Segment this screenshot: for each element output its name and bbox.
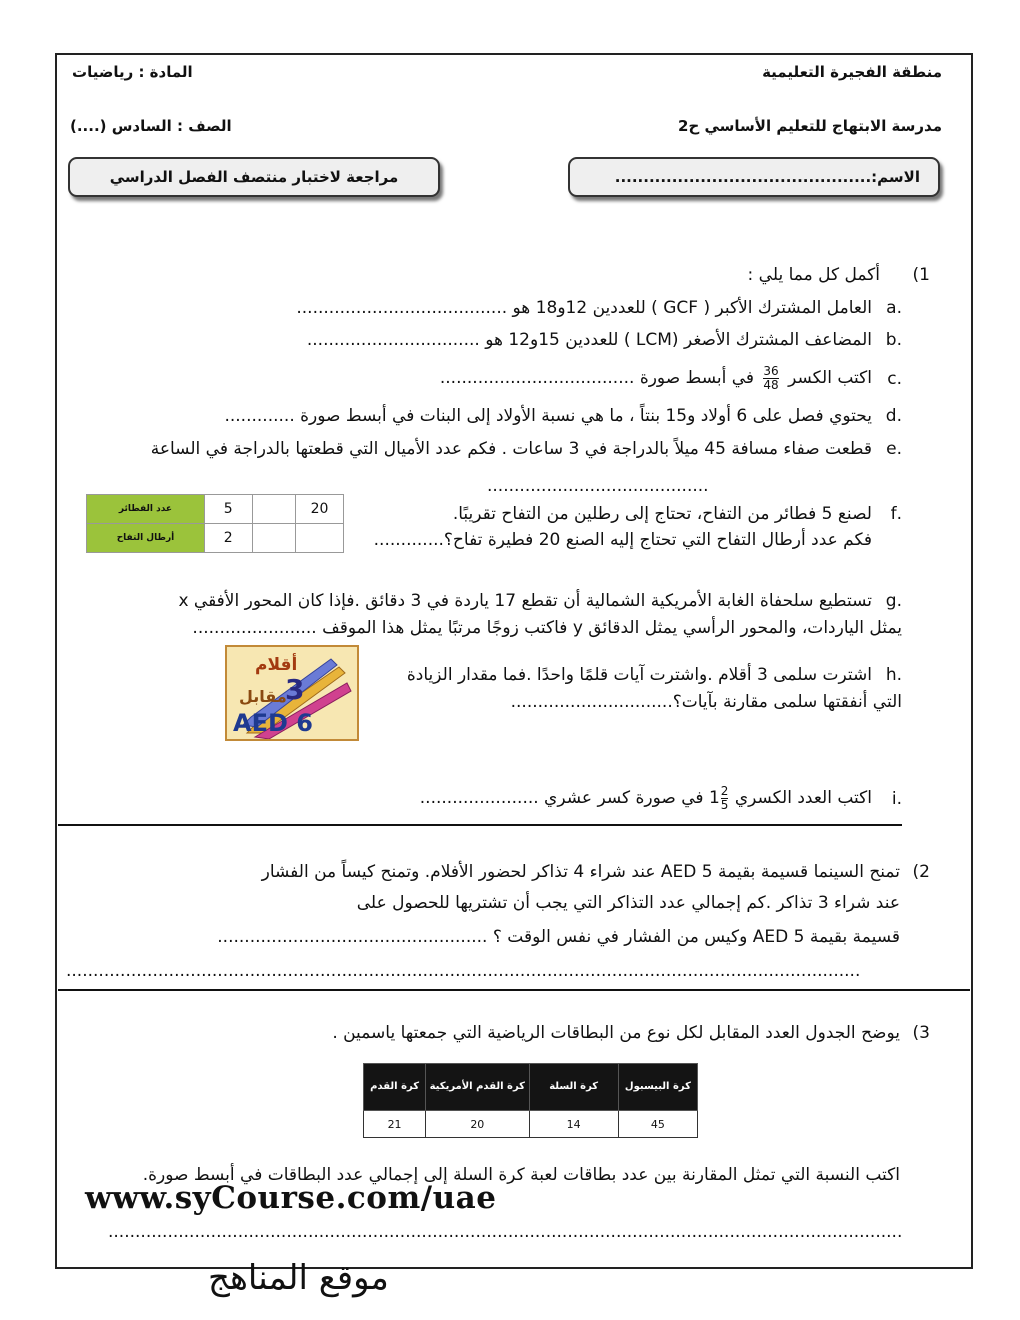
header-basketball: كرة السلة (529, 1064, 618, 1111)
header-american-football: كرة القدم الأمريكية (426, 1064, 529, 1111)
q1i-fraction (721, 785, 729, 812)
q1b-label: .b (885, 330, 902, 350)
q1i-numerator: 2 (720, 783, 729, 798)
header-baseball: كرة البيسبول (618, 1064, 697, 1111)
q1i-label: .i (891, 789, 902, 809)
table-cell: 21 (364, 1111, 426, 1138)
q1c-label: .c (887, 369, 902, 389)
header-football: كرة القدم (364, 1064, 426, 1111)
q2-line3: قسيمة بقيمة AED 5 وكيس من الفشار في نفس الوقت ؟ .................................................. (217, 927, 900, 947)
q1g-label: .g (885, 591, 902, 611)
q1f-line2: فكم عدد أرطال التفاح التي تحتاج إليه الصنع 20 فطيرة تفاح؟............. (373, 530, 872, 550)
table-cell: 20 (426, 1111, 529, 1138)
table-cell: 5 (204, 495, 252, 524)
q1g-line1: تستطيع سلحفاة الغابة الأمريكية الشمالية أن تقطع 17 ياردة في 3 دقائق .فإذا كان المحور الأفقي x (178, 591, 872, 611)
q1h-line1: اشترت سلمى 3 أقلام .واشترت آيات قلمًا واحدًا .فما مقدار الزيادة (406, 665, 872, 685)
q1h-line2: التي أنفقتها سلمى مقارنة بآيات؟.............................. (510, 692, 902, 712)
table-cell (296, 524, 344, 553)
q3-answer-line: ................................................................................................................................................... (108, 1222, 903, 1242)
q1c-fraction (763, 365, 778, 392)
q1i-text (420, 776, 872, 820)
table-row (87, 524, 344, 553)
table-row (364, 1111, 698, 1138)
pies-label-cell: عدد الفطائر (87, 495, 205, 524)
q3-number: 3) (912, 1023, 930, 1043)
promo-price: AED 6 (233, 709, 313, 737)
q1f-line1: لصنع 5 فطائر من التفاح، تحتاج إلى رطلين من التفاح تقريبًا. (452, 504, 872, 524)
table-cell: 14 (529, 1111, 618, 1138)
promo-label: مقابل (239, 687, 287, 706)
name-field[interactable]: الاسم:............................................. (568, 157, 940, 197)
q1e-label: .e (886, 439, 902, 459)
table-header-row (364, 1064, 698, 1111)
q1c-denominator: 48 (763, 377, 779, 392)
grade-label: الصف : السادس (....) (70, 117, 232, 135)
q1c-post: في أبسط صورة .................................... (439, 368, 755, 388)
q1c-pre: اكتب الكسر (788, 368, 872, 388)
q3-intro: يوضح الجدول العدد المقابل لكل نوع من البطاقات الرياضية التي جمعتها ياسمين . (332, 1023, 900, 1043)
review-title: مراجعة لاختبار منتصف الفصل الدراسي (68, 157, 440, 197)
promo-count: 3 (285, 673, 305, 706)
q1i-whole: 1 (708, 788, 720, 808)
school-name: مدرسة الابتهاج للتعليم الأساسي ح2 (678, 117, 942, 135)
q1d-label: .d (885, 406, 902, 426)
q1-number: 1) (912, 265, 930, 285)
table-cell: 20 (296, 495, 344, 524)
cards-table (363, 1063, 698, 1138)
table-row (87, 495, 344, 524)
q1h-label: .h (885, 665, 902, 685)
q3-prompt: اكتب النسبة التي تمثل المقارنة بين عدد بطاقات لعبة كرة السلة إلى إجمالي عدد البطاقات في أبسط صورة. (142, 1165, 900, 1185)
promo-word: أقلام (255, 655, 298, 675)
q2-number: 2) (912, 862, 930, 882)
q2-line1: تمنح السينما قسيمة بقيمة AED 5 عند شراء 4 تذاكر لحضور الأفلام. وتمنح كيساً من الفشار (261, 862, 900, 882)
q1g-line2: يمثل الياردات، والمحور الرأسي يمثل الدقائق y فاكتب زوجًا مرتبًا يمثل هذا الموقف ....................... (192, 618, 902, 638)
table-cell (252, 524, 295, 553)
divider (58, 824, 902, 826)
q1b-text: المضاعف المشترك الأصغر (LCM ) للعددين 15و12 هو ................................ (306, 330, 872, 350)
site-url[interactable]: www.syCourse.com/uae (85, 1180, 497, 1216)
q1c-text (440, 356, 872, 400)
q1d-text: يحتوي فصل على 6 أولاد و15 بنتاً ، ما هي نسبة الأولاد إلى البنات في أبسط صورة ............. (224, 406, 872, 426)
pie-apple-table (86, 494, 344, 553)
q1c-numerator: 36 (763, 363, 779, 378)
table-cell: 45 (618, 1111, 697, 1138)
divider (58, 989, 970, 991)
q1f-label: .f (890, 504, 902, 524)
subject-label: المادة : رياضيات (72, 63, 193, 81)
q1e-text: قطعت صفاء مسافة 45 ميلاً بالدراجة في 3 ساعات . فكم عدد الأميال التي قطعتها بالدراجة في الساعة (150, 439, 872, 459)
q1-intro: أكمل كل مما يلي : (747, 265, 880, 285)
q1a-label: .a (886, 298, 902, 318)
region-name: منطقة الفجيرة التعليمية (762, 63, 942, 81)
q1i-pre: اكتب العدد الكسري (734, 788, 872, 808)
site-name: موقع المناهج (208, 1258, 389, 1298)
q1i-post: في صورة كسر عشري ...................... (419, 788, 704, 808)
table-cell (252, 495, 295, 524)
pencil-offer-image (225, 645, 359, 741)
q1a-text: العامل المشترك الأكبر ( GCF ) للعددين 12و18 هو ....................................... (296, 298, 872, 318)
q1i-mixed-number (709, 776, 729, 820)
q1i-denominator: 5 (720, 797, 729, 812)
pounds-label-cell: أرطال التفاح (87, 524, 205, 553)
q2-answer-line: ................................................................................................................................................... (66, 961, 861, 981)
q2-line2: عند شراء 3 تذاكر .كم إجمالي عدد التذاكر التي يجب أن تشتريها للحصول على (356, 893, 900, 913)
table-cell: 2 (204, 524, 252, 553)
q1e-answer-line: ......................................... (487, 476, 709, 496)
